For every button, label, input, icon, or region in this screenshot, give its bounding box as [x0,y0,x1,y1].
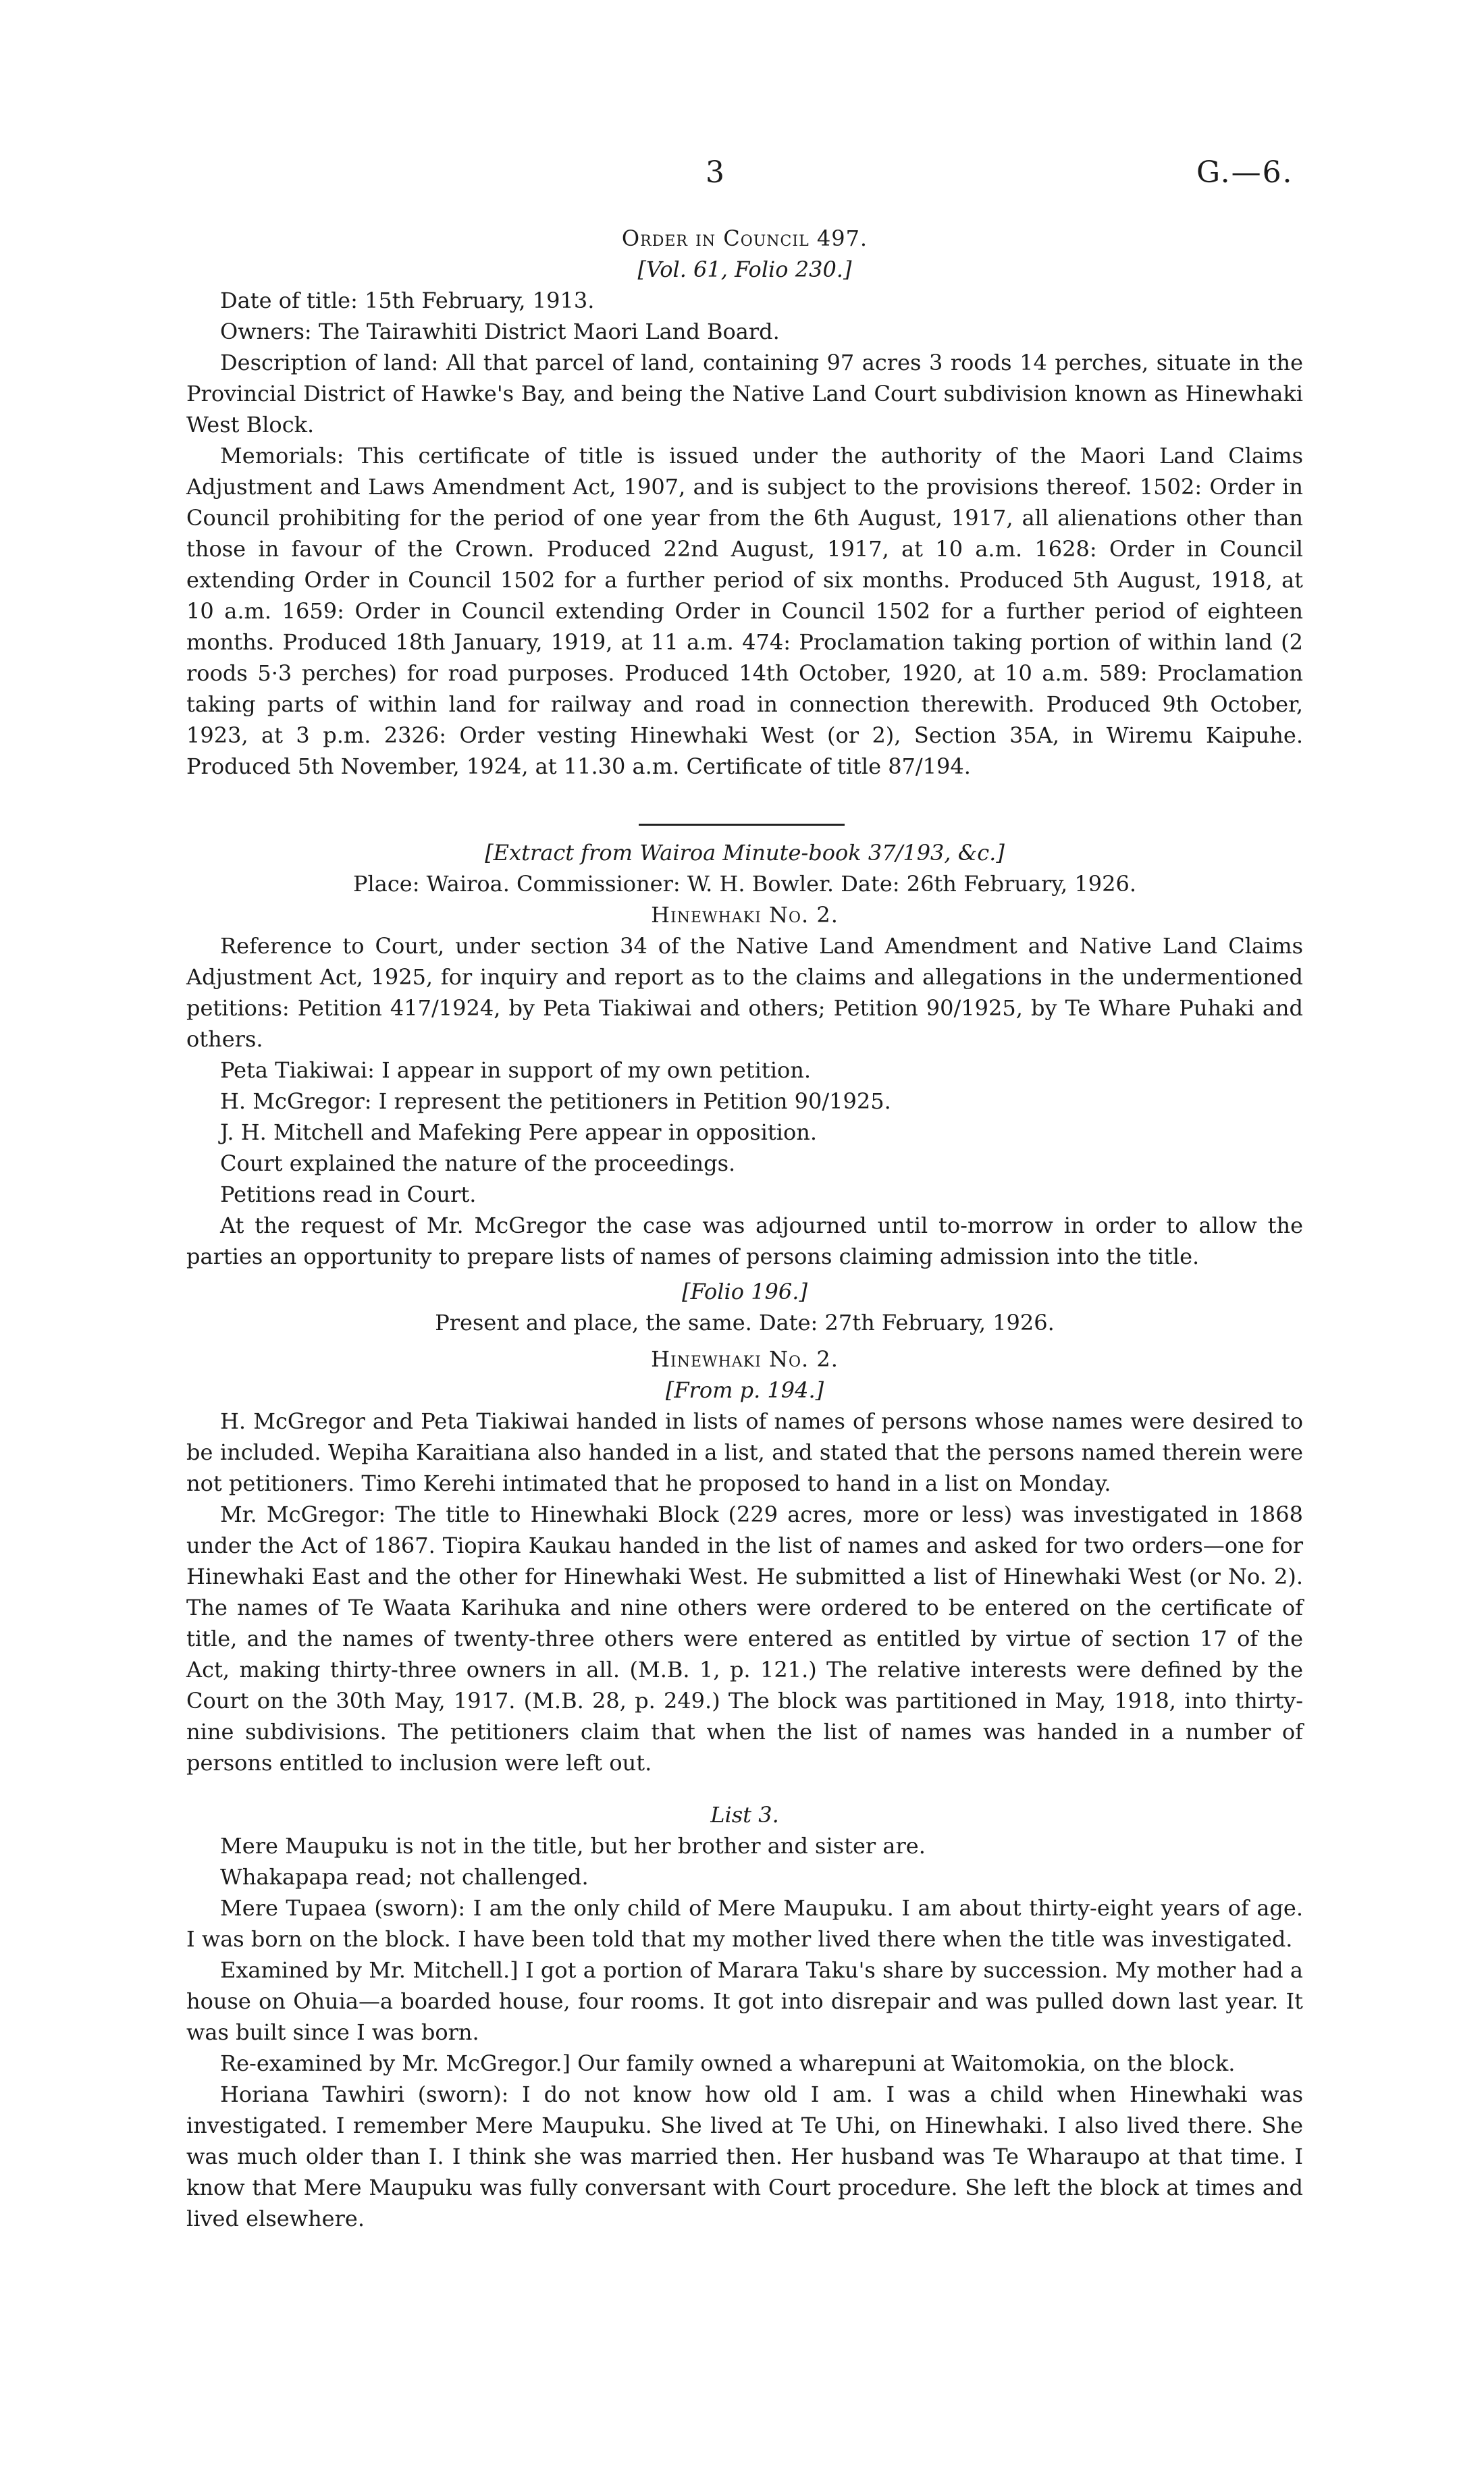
whakapapa-line: Whakapapa read; not challenged. [220,1864,589,1890]
reference-paragraph: Reference to Court, under section 34 of the Native Land Amendment and Native Land Claims Adjustment Act, 1925, for inquiry and report as to the claims and allegations in the undermentioned petitions: Petition 417/1924, by Peta Tiakiwai and others; Petition 90/1925, by Te Whare Puhaki and others. [186,933,1303,1052]
memorials: Memorials: This certificate of title is issued under the authority of the Maori Land Claims Adjustment and Laws Amendment Act, 1907, and is subject to the provisions thereof. 1502: Order in Council prohibiting for the period of one year from the 6th August, 1917, all alienations other than those in favour of the Crown. Produced 22nd August, 1917, at 10 a.m. 1628: Order in Council extending Order in Council 1502 for a further period of six months. Produced 5th August, 1918, at 10 a.m. 1659: Order in Council extending Order in Council 1502 for a further period of eighteen months. Produced 18th January, 1919, at 11 a.m. 474: Proclamation taking portion of within land (2 roods 5·3 perches) for road purposes. Produced 14th October, 1920, at 10 a.m. 589: Proclamation taking parts of within land for railway and road in connection therewith. Produced 9th October, 1923, at 3 p.m. 2326: Order vesting Hinewhaki West (or 2), Section 35A, in Wiremu Kaipuhe. Produced 5th November, 1924, at 11.30 a.m. Certificate of title 87/194. [186,443,1303,779]
folio-ref: [Folio 196.] [682,1279,807,1304]
horiana-tawhiri-evidence: Horiana Tawhiri (sworn): I do not know how old I am. I was a child when Hinewhaki was investigated. I remember Mere Maupuku. She lived at Te Uhi, on Hinewhaki. I also lived there. She was much older than I. I think she was married then. Her husband was Te Wharaupo at that time. I know that Mere Maupuku was fully conversant with Court procedure. She left the block at times and lived elsewhere. [186,2082,1303,2231]
owners-line: Owners: The Tairawhiti District Maori Land Board. [220,319,780,344]
hinewhaki-heading-2: Hinewhaki No. 2. [651,1346,839,1372]
land-description: Description of land: All that parcel of land, containing 97 acres 3 roods 14 perches, situate in the Provincial District of Hawke's Bay, and being the Native Land Court subdivision known as Hinewhaki West Block. [186,350,1303,438]
order-heading: Order in Council 497. [621,226,868,251]
court-explained: Court explained the nature of the proceedings. [220,1150,736,1176]
mere-tupaea-evidence: Mere Tupaea (sworn): I am the only child of Mere Maupuku. I am about thirty-eight years of age. I was born on the block. I have been told that my mother lived there when the title was investigated. [186,1895,1303,1952]
order-volume-ref: [Vol. 61, Folio 230.] [637,257,852,282]
appearance-mitchell: J. H. Mitchell and Mafeking Pere appear in opposition. [220,1119,818,1145]
folio-section [186,1276,1303,1778]
extract-section [186,837,1303,1272]
mcgregor-statement: Mr. McGregor: The title to Hinewhaki Block (229 acres, more or less) was investigated in 1868 under the Act of 1867. Tiopira Kaukau handed in the list of names and asked for two orders—one for Hinewhaki East and the other for Hinewhaki West. He submitted a list of Hinewhaki West (or No. 2). The names of Te Waata Karihuka and nine others were ordered to be entered on the certificate of title, and the names of twenty-three others were entered as entitled by virtue of section 17 of the Act, making thirty-three owners in all. (M.B. 1, p. 121.) The relative interests were defined by the Court on the 30th May, 1917. (M.B. 28, p. 249.) The block was partitioned in May, 1918, into thirty-nine subdivisions. The petitioners claim that when the list of names was handed in a number of persons entitled to inclusion were left out. [186,1502,1303,1776]
date-of-title: Date of title: 15th February, 1913. [220,288,595,313]
list3-section [186,1799,1303,2234]
examined-mitchell: Examined by Mr. Mitchell.] I got a portion of Marara Taku's share by succession. My mother had a house on Ohuia—a boarded house, four rooms. It got into disrepair and was pulled down last year. It was built since I was born. [186,1957,1303,2045]
order-section [186,223,1303,782]
list3-heading: List 3. [710,1802,779,1828]
minute-book-ref: [Extract from Wairoa Minute-book 37/193, &c.] [485,840,1005,866]
lists-handed-paragraph: H. McGregor and Peta Tiakiwai handed in lists of names of persons whose names were desired to be included. Wepiha Karaitiana also handed in a list, and stated that the persons named therein were not petitioners. Timo Kerehi intimated that he proposed to hand in a list on Monday. [186,1408,1303,1496]
adjournment-paragraph: At the request of Mr. McGregor the case was adjourned until to-morrow in order to allow the parties an opportunity to prepare lists of names of persons claiming admission into the title. [186,1213,1303,1269]
section-divider [639,824,845,826]
appearance-mcgregor: H. McGregor: I represent the petitioners in Petition 90/1925. [220,1088,891,1114]
page-number: 3 [706,155,724,190]
hinewhaki-heading: Hinewhaki No. 2. [651,902,839,928]
appearance-peta: Peta Tiakiwai: I appear in support of my own petition. [220,1057,811,1083]
series-code: G.—6. [1196,155,1294,190]
place-commissioner-line: Place: Wairoa. Commissioner: W. H. Bowler. Date: 26th February, 1926. [352,871,1136,897]
from-page-ref: [From p. 194.] [665,1377,824,1403]
list3-intro: Mere Maupuku is not in the title, but her brother and sister are. [220,1833,926,1859]
reexamined-mcgregor: Re-examined by Mr. McGregor.] Our family owned a wharepuni at Waitomokia, on the block. [220,2050,1236,2076]
petitions-read: Petitions read in Court. [220,1182,477,1207]
present-place-line: Present and place, the same. Date: 27th February, 1926. [435,1310,1055,1335]
